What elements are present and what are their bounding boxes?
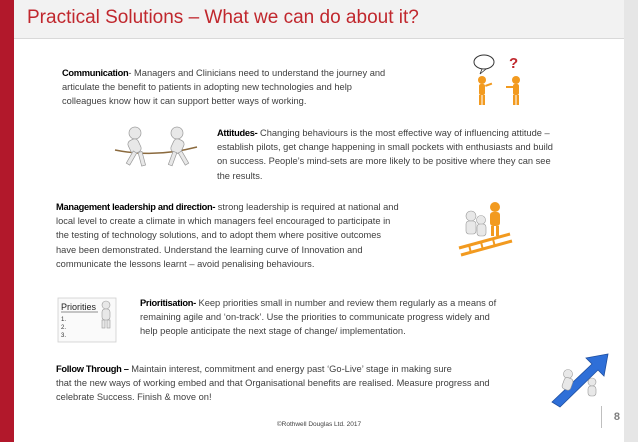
follow-through-section — [56, 362, 546, 405]
attitudes-heading: Attitudes- — [217, 128, 258, 138]
management-line: local level to create a climate in which managers feel encouraged to participate in — [56, 216, 391, 227]
left-accent-bar — [0, 0, 14, 442]
communication-line: colleagues know how it can support better ways of working. — [62, 96, 307, 107]
slide-title: Practical Solutions – What we can do about it? — [27, 7, 419, 28]
management-heading: Management leadership and direction- — [56, 202, 216, 212]
prioritisation-line: remaining agile and ‘on-track’. Use the priorities to communicate progress widely and — [140, 312, 490, 323]
prioritisation-line: help people anticipate the next stage of change/ implementation. — [140, 326, 406, 337]
communication-section — [62, 66, 432, 109]
attitudes-line: establish pilots, get change happening in small pockets with enthusiasts and build — [217, 142, 553, 153]
management-line: the testing of technology solutions, and to adopt them where positive outcomes — [56, 230, 382, 241]
attitudes-line: Changing behaviours is the most effective way of influencing attitude – — [257, 128, 550, 138]
footer-copyright: ©Rothwell Douglas Ltd. 2017 — [276, 421, 362, 428]
tug-of-war-illustration — [105, 120, 205, 172]
management-line: have been demonstrated. Understand the learning curve of Innovation and — [56, 244, 363, 255]
right-accent-strip — [624, 0, 638, 442]
speech-bubble-icon — [474, 55, 494, 69]
priorities-note-illustration — [56, 296, 120, 344]
communication-line: articulate the benefit to patients in adopting new technologies and help — [62, 82, 352, 93]
management-section — [56, 200, 446, 271]
follow-through-heading: Follow Through – — [56, 364, 129, 374]
prioritisation-line: Keep priorities small in number and review them regularly as a means of — [195, 298, 497, 308]
attitudes-line: the results. — [217, 170, 263, 181]
blue-arrow-icon — [552, 354, 608, 407]
question-mark: ? — [509, 55, 519, 72]
attitudes-line: on success. People’s mind-sets are more likely to be positive where they can see — [217, 156, 551, 167]
communication-heading: Communication — [62, 68, 129, 78]
follow-through-line: that the new ways of working embed and that Organisational benefits are realised. Measure progress and — [56, 378, 490, 389]
orange-figure-icon — [506, 76, 520, 105]
leadership-figures-illustration — [455, 198, 515, 260]
priorities-note-title: Priorities — [61, 302, 97, 312]
orange-ladder-icon — [459, 234, 512, 255]
blue-arrow-illustration — [548, 350, 614, 408]
list-number: 1. — [61, 317, 67, 323]
attitudes-section — [217, 126, 602, 183]
white-figure-icon — [168, 127, 188, 166]
follow-through-line: celebrate Success. Finish & move on! — [56, 392, 212, 403]
white-figure-icon — [466, 211, 486, 236]
page-number: 8 — [601, 406, 620, 428]
follow-through-line: Maintain interest, commitment and energy past ‘Go-Live’ stage in making sure — [128, 364, 452, 374]
communication-figures-illustration — [470, 52, 532, 108]
prioritisation-heading: Prioritisation- — [140, 298, 196, 308]
prioritisation-section — [140, 296, 540, 339]
orange-figure-icon — [490, 202, 500, 236]
white-figure-icon — [126, 127, 145, 166]
communication-line: - Managers and Clinicians need to understand the journey and — [128, 68, 386, 78]
list-number: 2. — [61, 325, 67, 331]
management-line: strong leadership is required at national and — [215, 202, 399, 212]
management-line: communicate the lessons learnt – avoid penalising behaviours. — [56, 258, 315, 269]
list-number: 3. — [61, 333, 67, 339]
orange-figure-icon — [478, 76, 492, 105]
rope-icon — [115, 147, 197, 153]
